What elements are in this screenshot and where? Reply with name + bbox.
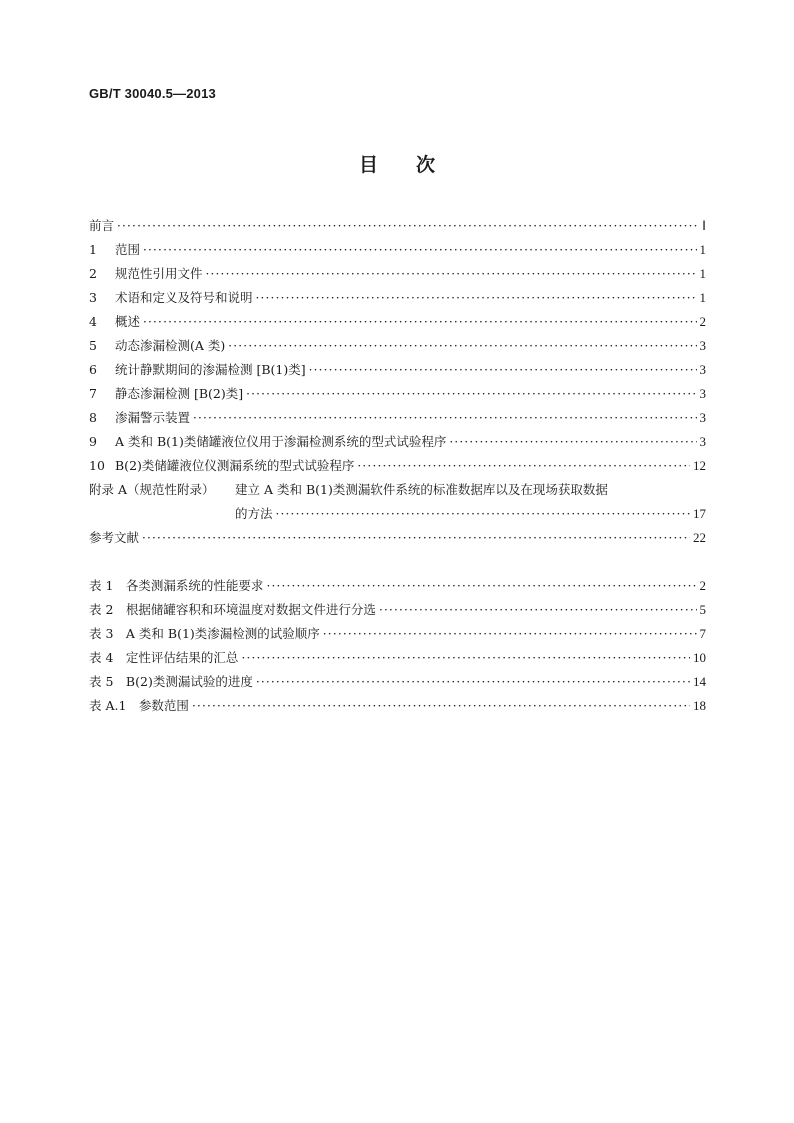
toc-label: A 类和 B(1)类储罐液位仪用于渗漏检测系统的型式试验程序 — [115, 434, 447, 449]
toc-entry-appendix-a[interactable] — [89, 480, 706, 500]
toc-label: 渗漏警示装置 — [115, 410, 191, 425]
toc-page-number: 14 — [693, 674, 706, 689]
toc-label: 概述 — [115, 314, 141, 329]
toc-page-number: 3 — [699, 434, 706, 449]
toc-label: 静态渗漏检测 [B(2)类] — [115, 386, 244, 401]
toc-label: 表 4 定性评估结果的汇总 — [89, 650, 239, 665]
toc-page-number: Ⅰ — [702, 218, 706, 233]
toc-entry-table-3[interactable] — [89, 624, 706, 644]
appendix-prefix: 附录 A（规范性附录） — [89, 482, 215, 497]
toc-leader — [379, 600, 697, 620]
toc-leader — [256, 672, 690, 692]
toc-leader — [142, 528, 690, 548]
toc-leader — [117, 216, 699, 236]
toc-leader — [449, 432, 696, 452]
toc-entry-foreword[interactable] — [89, 216, 706, 236]
toc-page-number: 1 — [699, 242, 706, 257]
toc-entry-2[interactable] — [89, 264, 706, 284]
toc-leader — [143, 240, 696, 260]
toc-page-number: 1 — [699, 266, 706, 281]
toc-entry-6[interactable] — [89, 360, 706, 380]
toc-leader — [357, 456, 690, 476]
toc-entry-9[interactable] — [89, 432, 706, 452]
toc-page-number: 18 — [693, 698, 706, 713]
toc-label: 表 2 根据储罐容积和环境温度对数据文件进行分选 — [89, 602, 376, 617]
toc-entry-3[interactable] — [89, 288, 706, 308]
toc-label: 动态渗漏检测(A 类) — [115, 338, 226, 353]
toc-label: 术语和定义及符号和说明 — [115, 290, 253, 305]
toc-label: 表 3 A 类和 B(1)类渗漏检测的试验顺序 — [89, 626, 320, 641]
toc-page-number: 3 — [699, 338, 706, 353]
toc-entry-table-4[interactable] — [89, 648, 706, 668]
toc-leader — [192, 696, 690, 716]
toc-number: 1 — [89, 242, 97, 257]
toc-leader — [266, 576, 696, 596]
toc-number: 8 — [89, 410, 97, 425]
toc-entry-8[interactable] — [89, 408, 706, 428]
toc-label: 表 1 各类测漏系统的性能要求 — [89, 578, 264, 593]
toc-page-number: 22 — [693, 530, 706, 545]
toc-leader — [276, 504, 690, 524]
toc-page-number: 5 — [699, 602, 706, 617]
toc-leader — [323, 624, 697, 644]
toc-page-number: 3 — [699, 362, 706, 377]
toc-number: 7 — [89, 386, 97, 401]
toc-page-number: 3 — [699, 410, 706, 425]
page-title: 目次 — [358, 154, 473, 176]
toc-label: 范围 — [115, 242, 141, 257]
toc-page-number: 2 — [699, 314, 706, 329]
appendix-title-line1: 建立 A 类和 B(1)类测漏软件系统的标准数据库以及在现场获取数据 — [235, 482, 608, 497]
toc-page-number: 3 — [699, 386, 706, 401]
toc-entry-table-a1[interactable] — [89, 696, 706, 716]
toc-label: B(2)类储罐液位仪测漏系统的型式试验程序 — [115, 458, 355, 473]
toc-entry-1[interactable] — [89, 240, 706, 260]
table-of-contents — [89, 216, 706, 736]
toc-leader — [246, 384, 696, 404]
toc-label: 表 5 B(2)类测漏试验的进度 — [89, 674, 253, 689]
toc-label: 前言 — [89, 218, 115, 233]
toc-label: 规范性引用文件 — [115, 266, 203, 281]
toc-label: 统计静默期间的渗漏检测 [B(1)类] — [115, 362, 306, 377]
toc-number: 4 — [89, 314, 97, 329]
toc-leader — [206, 264, 697, 284]
toc-leader — [256, 288, 697, 308]
toc-page-number: 10 — [693, 650, 706, 665]
toc-entry-10[interactable] — [89, 456, 706, 476]
toc-page-number: 2 — [699, 578, 706, 593]
toc-leader — [241, 648, 690, 668]
toc-entry-table-2[interactable] — [89, 600, 706, 620]
toc-entry-4[interactable] — [89, 312, 706, 332]
toc-entry-table-1[interactable] — [89, 576, 706, 596]
toc-leader — [228, 336, 696, 356]
toc-number: 2 — [89, 266, 97, 281]
toc-leader — [143, 312, 696, 332]
toc-entry-appendix-a-cont[interactable] — [235, 504, 706, 524]
toc-entry-7[interactable] — [89, 384, 706, 404]
toc-label: 表 A.1 参数范围 — [89, 698, 189, 713]
toc-number: 9 — [89, 434, 97, 449]
toc-page-number: 1 — [699, 290, 706, 305]
toc-number: 10 — [89, 458, 105, 473]
toc-number: 3 — [89, 290, 97, 305]
toc-entry-references[interactable] — [89, 528, 706, 548]
toc-page-number: 17 — [693, 506, 706, 521]
toc-number: 5 — [89, 338, 97, 353]
toc-page-number: 7 — [699, 626, 706, 641]
toc-label: 参考文献 — [89, 530, 140, 545]
toc-number: 6 — [89, 362, 97, 377]
toc-leader — [193, 408, 696, 428]
toc-page-number: 12 — [693, 458, 706, 473]
appendix-title-line2: 的方法 — [235, 506, 273, 521]
toc-entry-5[interactable] — [89, 336, 706, 356]
toc-entry-table-5[interactable] — [89, 672, 706, 692]
toc-leader — [309, 360, 697, 380]
standard-number: GB/T 30040.5—2013 — [89, 86, 216, 101]
